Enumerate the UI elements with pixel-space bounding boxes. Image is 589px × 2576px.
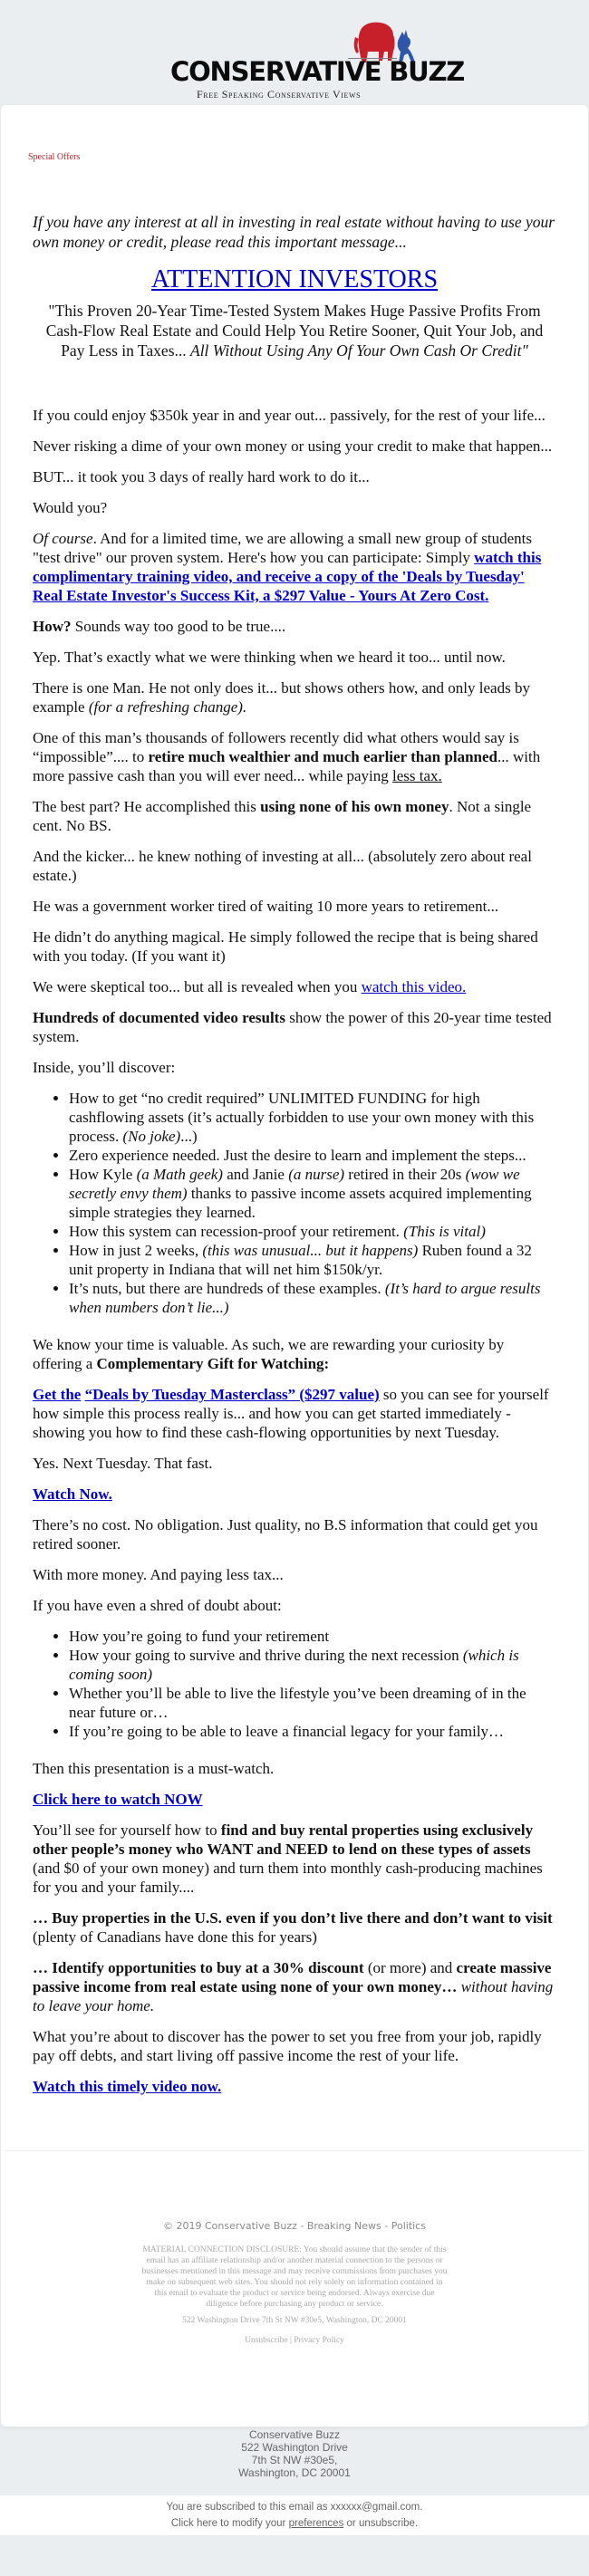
paragraph: Would you? [33, 499, 108, 516]
paragraph: And the kicker... he knew nothing of investing at all... (absolutely zero about real estate.) [33, 848, 532, 884]
headline-plain: "This Proven 20-Year Time-Tested System Makes Huge Passive Profits From Cash-Flow Real Estate and Could Help You Retire Sooner, Quit Your Job, and Pay Less in Taxes... [45, 302, 544, 360]
special-offers-text: Special Offers [28, 152, 81, 162]
paragraph [33, 1958, 556, 2015]
paragraph-text: There is one Man. He not only does it... but shows others how, and only leads by example [33, 679, 530, 716]
paragraph-text: . Not a single cent. No BS. [33, 798, 532, 834]
logo-wordmark: CONSERVATIVE BUZZ [170, 56, 465, 87]
bold-text: retire much wealthier and much earlier than planned [148, 748, 497, 765]
paragraph: If you could enjoy $350k year in and year out... passively, for the rest of your life... [33, 407, 546, 424]
emphasis: (a Math geek) [136, 1166, 223, 1183]
paragraph [33, 1908, 556, 1946]
paragraph-text: The best part? He accomplished this [33, 798, 261, 815]
paragraph [33, 797, 556, 835]
conservative-buzz-logo[interactable] [163, 18, 465, 101]
emphasis: (which is coming soon) [69, 1647, 519, 1683]
paragraph [33, 678, 556, 716]
emphasis: (wow we secretly envy them) [69, 1166, 520, 1202]
list-item-text: How your going to survive and thrive during the next recession [69, 1647, 463, 1664]
postal-line: 7th St NW #30e5, [251, 2454, 338, 2466]
bold-text: using none of his own money [260, 798, 449, 815]
preferences-text: Click here to modify your [170, 2518, 289, 2529]
paragraph [33, 617, 556, 636]
paragraph: He didn’t do anything magical. He simply followed the recipe that is being shared with you today. (If you want it) [33, 928, 538, 965]
bold-text: find and buy rental properties using exclusively other people’s money who WANT and NEED to lend on these types of assets [33, 1821, 534, 1858]
discover-list [33, 1089, 556, 1317]
paragraph: Then this presentation is a must-watch. [33, 1760, 275, 1777]
watch-this-video-link[interactable]: watch this video. [361, 978, 467, 995]
list-item-text: ...) [180, 1128, 198, 1145]
privacy-policy-link[interactable]: Privacy Policy [294, 2336, 344, 2345]
list-item-text: It’s nuts, but there are hundreds of these examples. [69, 1280, 385, 1297]
email-body-card [1, 105, 588, 2427]
emphasis: without having to leave your home. [33, 1978, 554, 2014]
masterclass-link[interactable]: “Deals by Tuesday Masterclass” ($297 value) [84, 1386, 380, 1403]
paragraph: With more money. And paying less tax... [33, 1566, 284, 1583]
link-separator: | [287, 2336, 294, 2345]
paragraph-text: . And for a limited time, we are allowing a small new group of students "test drive" our proven system. Here's how you can participate: Simply [33, 530, 532, 566]
list-item [69, 1222, 556, 1241]
watch-timely-video-link[interactable]: Watch this timely video now. [33, 2078, 222, 2095]
list-item-text: How to get “no credit required” UNLIMITED FUNDING for high cashflowing assets (it’s actually forbidden to use your own money with this process. [69, 1090, 535, 1145]
click-here-to-watch-link[interactable]: Click here to watch NOW [33, 1791, 203, 1808]
paragraph: BUT... it took you 3 days of really hard work to do it... [33, 468, 370, 485]
bold-text: Complementary Gift for Watching: [96, 1355, 330, 1372]
paragraph: If you have even a shred of doubt about: [33, 1597, 282, 1614]
headline-italic: All Without Using Any Of Your Own Cash Or Credit" [190, 341, 528, 360]
emphasis: (a nurse) [288, 1166, 345, 1183]
list-item-text: How in just 2 weeks, [69, 1242, 203, 1259]
list-item [69, 1089, 556, 1146]
logo-tagline: Free Speaking Conservative Views [197, 88, 362, 101]
list-item [69, 1241, 556, 1279]
postal-line: Conservative Buzz [248, 2428, 341, 2441]
paragraph-text: You’ll see for yourself how to [33, 1821, 221, 1839]
footer-address: 522 Washington Drive 7th St NW #30e5, Washington, DC 20001 [182, 2316, 407, 2325]
list-item: • Whether you’ll be able to live the lifestyle you’ve been dreaming of in the near future or… [69, 1684, 556, 1722]
paragraph-text: (or more) and [363, 1959, 457, 1976]
postal-line: 522 Washington Drive [241, 2441, 348, 2454]
emphasis: (This is vital) [403, 1223, 486, 1240]
list-item [69, 1646, 556, 1684]
intro-text: If you have any interest at all in investing in real estate without having to use your own money or credit, please read this important message... [33, 213, 555, 251]
bold-text: … Buy properties in the U.S. even if you don’t live there and don’t want to visit [33, 1909, 553, 1927]
doubt-list [33, 1627, 556, 1741]
attention-investors-link[interactable]: ATTENTION INVESTORS [150, 265, 439, 293]
emphasis: Of course [33, 530, 93, 547]
emphasis: (No joke) [122, 1128, 181, 1145]
list-item-text: How Kyle [69, 1166, 137, 1183]
list-item [69, 1279, 556, 1317]
preferences-line [0, 2515, 589, 2532]
headline-quote [33, 301, 556, 360]
paragraph [33, 977, 556, 996]
paragraph-text: Sounds way too good to be true.... [71, 618, 286, 635]
paragraph-text: One of this man’s thousands of followers recently did what others would say is “impossible”.... to [33, 729, 519, 765]
unsubscribe-text: or unsubscribe. [343, 2518, 419, 2529]
bold-text: create massive passive income from real estate using none of your own money… [33, 1959, 552, 1995]
paragraph-text: (and $0 of your own money) and turn them into monthly cash-producing machines for you and your family.... [33, 1860, 543, 1896]
special-offers-label [1, 105, 588, 185]
bold-text: How? [33, 618, 72, 635]
paragraph: There’s no cost. No obligation. Just quality, no B.S information that could get you retired sooner. [33, 1516, 538, 1552]
get-the-link[interactable]: Get the [33, 1386, 82, 1403]
paragraph [33, 1790, 556, 1809]
list-item: • If you’re going to be able to leave a financial legacy for your family… [69, 1722, 556, 1741]
paragraph-text: We know your time is valuable. As such, we are rewarding your curiosity by offering a [33, 1336, 505, 1372]
unsubscribe-link[interactable]: Unsubscribe [245, 2336, 288, 2345]
paragraph [33, 529, 556, 605]
training-video-link[interactable]: watch this complimentary training video, and receive a copy of the 'Deals by Tuesday' Real Estate Investor's Success Kit, a $297 Value - Yours At Zero Cost. [33, 549, 542, 604]
emphasis: (for a refreshing change). [88, 698, 247, 716]
list-item-text: How this system can recession-proof your retirement. [69, 1223, 404, 1240]
postal-address [0, 2427, 589, 2495]
subscription-notice [0, 2495, 589, 2535]
paragraph: Yep. That’s exactly what we were thinking when we heard it too... until now. [33, 649, 506, 666]
bold-text: … Identify opportunities to buy at a 30% discount [33, 1959, 364, 1976]
paragraph-text: We were skeptical too... but all is revealed when you [33, 978, 362, 995]
paragraph-text: (plenty of Canadians have done this for years) [33, 1928, 317, 1946]
subscribed-as-text: You are subscribed to this email as xxxxxx@gmail.com. [166, 2502, 423, 2513]
copyright-text: © 2019 Conservative Buzz - Breaking News - Politics [163, 2220, 426, 2232]
list-item-text: Ruben found a 32 unit property in Indiana that will net him $150k/yr. [69, 1242, 532, 1278]
paragraph: Inside, you’ll discover: [33, 1059, 176, 1076]
paragraph-text: ... with more passive cash than you will ever need... while paying [33, 748, 541, 784]
list-item: • How you’re going to fund your retirement [69, 1627, 556, 1646]
paragraph [33, 1335, 556, 1373]
paragraph [33, 2077, 556, 2096]
footer-links [1, 2336, 588, 2399]
email-header [0, 0, 589, 105]
list-item-text: thanks to passive income assets acquired implementing simple strategies they learned. [69, 1185, 532, 1221]
paragraph [33, 1385, 556, 1442]
list-item-text: and Janie [222, 1166, 289, 1183]
paragraph-text: show the power of this 20-year time tested system. [33, 1009, 552, 1045]
paragraph [33, 1008, 556, 1046]
list-item: • Zero experience needed. Just the desire to learn and implement the steps... [69, 1146, 556, 1165]
paragraph: Never risking a dime of your own money or using your credit to make that happen... [33, 437, 553, 455]
list-item [69, 1165, 556, 1222]
list-item-text: retired in their 20s [344, 1166, 466, 1183]
paragraph: What you’re about to discover has the power to set you free from your job, rapidly pay off debts, and start living off passive income the rest of your life. [33, 2028, 542, 2064]
paragraph [33, 728, 556, 785]
paragraph-text: so you can see for yourself how simple this process really is... and how you can get started immediately - showing you how to find these cash-flowing opportunities by next Tuesday. [33, 1386, 549, 1441]
paragraph [33, 1821, 556, 1897]
emphasis: (this was unusual... but it happens) [202, 1242, 419, 1259]
watch-now-link[interactable]: Watch Now. [33, 1485, 112, 1503]
attention-heading [33, 264, 556, 295]
paragraph: He was a government worker tired of waiting 10 more years to retirement... [33, 898, 499, 915]
email-footer [1, 2151, 588, 2399]
bold-text: Hundreds of documented video results [33, 1009, 285, 1026]
preferences-link[interactable]: preferences [288, 2518, 344, 2529]
paragraph: Yes. Next Tuesday. That fast. [33, 1455, 213, 1472]
underlined-text: less tax. [392, 767, 442, 784]
disclosure-text: MATERIAL CONNECTION DISCLOSURE: You should assume that the sender of this email has an affiliate relationship and/or another material connection to the persons or businesses mentioned in this message and may receive commissions from purchases you make on subsequent web sites. You should not rely solely on information contained in this email to evaluate the product or service being endorsed. Always exercise due diligence before purchasing any product or service. [141, 2245, 448, 2309]
postal-line: Washington, DC 20001 [238, 2466, 351, 2479]
paragraph [33, 1485, 556, 1504]
email-content [1, 185, 588, 2096]
emphasis: (It’s hard to argue results when numbers don’t lie...) [69, 1280, 541, 1316]
